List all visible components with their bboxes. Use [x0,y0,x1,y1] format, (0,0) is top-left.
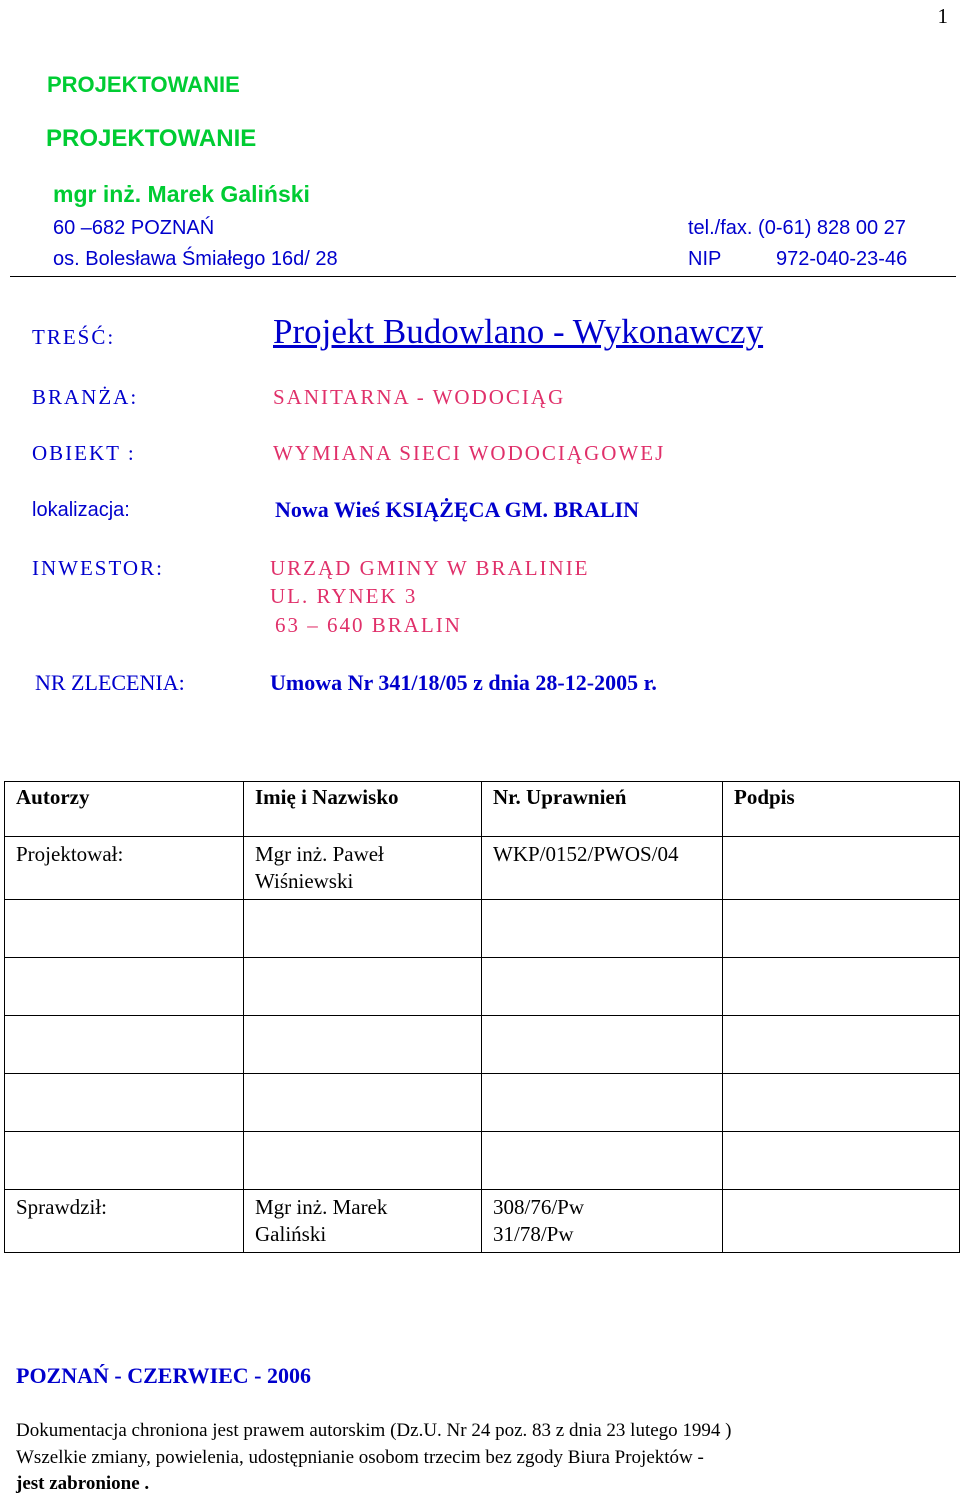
obiekt-label: OBIEKT : [32,441,136,465]
lokalizacja-label: lokalizacja: [32,499,130,521]
table-row [5,1190,960,1253]
inwestor-line-1: URZĄD GMINY W BRALINIE [270,556,590,580]
footer-date: POZNAŃ - CZERWIEC - 2006 [16,1363,312,1388]
projektowal-signature [723,837,960,900]
table-row [5,837,960,900]
inwestor-line-2: UL. RYNEK 3 [270,584,418,608]
header-address-1: 60 –682 POZNAŃ [53,217,215,239]
header-title-2: PROJEKTOWANIE [46,125,257,152]
projektowal-role: Projektował: [5,837,244,900]
sprawdzil-signature [723,1190,960,1253]
branza-value: SANITARNA - WODOCIĄG [273,385,566,409]
lokalizacja-value: Nowa Wieś KSIĄŻĘCA GM. BRALIN [275,497,640,522]
header-imie-nazwisko: Imię i Nazwisko [244,782,482,837]
sprawdzil-name-line-2: Galiński [255,1222,327,1246]
footer-line-2: Wszelkie zmiany, powielenia, udostępnianie osobom trzecim bez zgody Biura Projektów - [16,1447,704,1468]
projektowal-license: WKP/0152/PWOS/04 [482,837,723,900]
branza-label: BRANŻA: [32,385,139,409]
table-header-row [5,782,960,837]
sprawdzil-license-line-2: 31/78/Pw [493,1222,574,1246]
sprawdzil-name-line-1: Mgr inż. Marek [255,1195,388,1219]
table-row [5,1132,960,1190]
table-row [5,958,960,1016]
header-tel: tel./fax. (0-61) 828 00 27 [688,217,906,239]
table-row [5,1016,960,1074]
obiekt-value: WYMIANA SIECI WODOCIĄGOWEJ [273,441,666,465]
tresc-label: TREŚĆ: [32,325,116,349]
sprawdzil-license-line-1: 308/76/Pw [493,1195,585,1219]
header-nr-uprawnien: Nr. Uprawnień [482,782,723,837]
table-row [5,900,960,958]
sprawdzil-name [244,1190,482,1253]
authors-table [4,781,960,1253]
header-address-2: os. Bolesława Śmiałego 16d/ 28 [53,248,338,270]
header-podpis: Podpis [723,782,960,837]
header-nip-value: 972-040-23-46 [776,248,908,270]
table-row [5,1074,960,1132]
inwestor-line-3: 63 – 640 BRALIN [275,613,462,637]
sprawdzil-role: Sprawdził: [5,1190,244,1253]
tresc-value: Projekt Budowlano - Wykonawczy [273,312,764,351]
footer-line-1: Dokumentacja chroniona jest prawem autorskim (Dz.U. Nr 24 poz. 83 z dnia 23 lutego 1994 ) [16,1420,732,1441]
projektowal-name-line-1: Mgr inż. Paweł [255,842,384,866]
projektowal-name [244,837,482,900]
page-number: 1 [937,4,948,28]
projektowal-name-line-2: Wiśniewski [255,869,354,893]
footer-line-3: jest zabronione . [16,1473,150,1494]
inwestor-label: INWESTOR: [32,556,164,580]
header-nip-label: NIP [688,248,722,270]
zlecenie-label: NR ZLECENIA: [35,670,185,695]
header-person: mgr inż. Marek Galiński [53,181,310,207]
header-divider [10,276,956,277]
header-autorzy: Autorzy [5,782,244,837]
header-title-1: PROJEKTOWANIE [47,72,240,97]
sprawdzil-license [482,1190,723,1253]
zlecenie-value: Umowa Nr 341/18/05 z dnia 28-12-2005 r. [270,670,657,695]
